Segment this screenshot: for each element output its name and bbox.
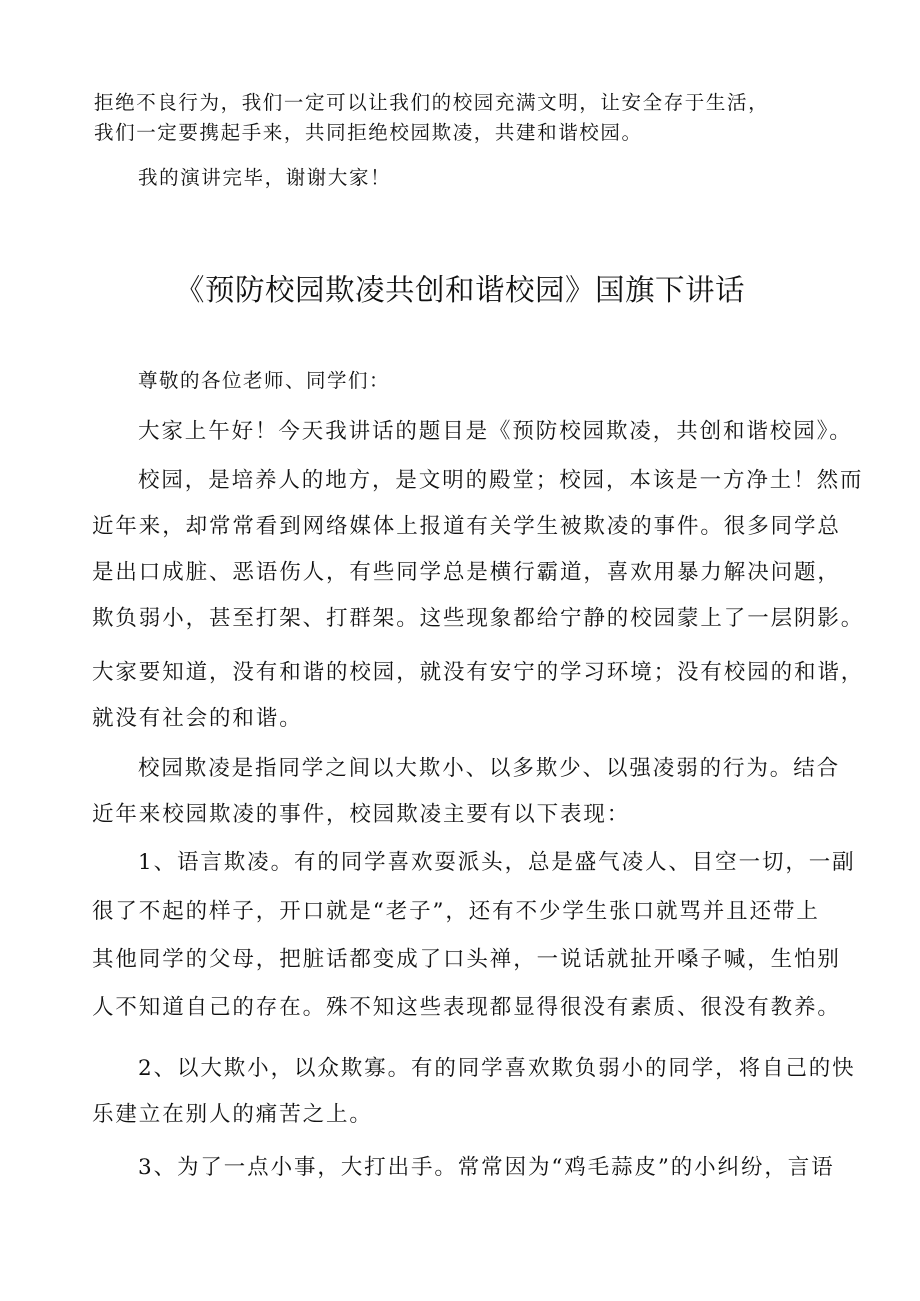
- intro-line-2: 我们一定要携起手来，共同拒绝校园欺凌，共建和谐校园。: [94, 121, 643, 144]
- list-item-2-line: 2、以大欺小，以众欺寡。有的同学喜欢欺负弱小的同学，将自己的快: [138, 1056, 856, 1081]
- paragraph-line: 大家要知道，没有和谐的校园，就没有安宁的学习环境；没有校园的和谐，: [92, 660, 865, 685]
- list-item-1-line: 其他同学的父母，把脏话都变成了口头禅，一说话就扯开嗓子喊，生怕别: [92, 947, 841, 972]
- intro-line-1: 拒绝不良行为，我们一定可以让我们的校园充满文明，让安全存于生活，: [94, 91, 770, 114]
- closing-line: 我的演讲完毕，谢谢大家！: [138, 166, 392, 189]
- paragraph-line: 校园，是培养人的地方，是文明的殿堂；校园，本该是一方净土！然而: [138, 468, 864, 493]
- paragraph-line: 是出口成脏、恶语伤人，有些同学总是横行霸道，喜欢用暴力解决问题，: [92, 560, 841, 585]
- list-item-2-line: 乐建立在别人的痛苦之上。: [92, 1102, 373, 1127]
- speech-title: 《预防校园欺凌共创和谐校园》国旗下讲话: [174, 273, 745, 307]
- paragraph-line: 就没有社会的和谐。: [92, 706, 303, 731]
- paragraph-line: 近年来，却常常看到网络媒体上报道有关学生被欺凌的事件。很多同学总: [92, 514, 841, 539]
- list-item-1-line: 1、语言欺凌。有的同学喜欢耍派头，总是盛气凌人、目空一切，一副: [138, 850, 856, 875]
- paragraph-line: 校园欺凌是指同学之间以大欺小、以多欺少、以强凌弱的行为。结合: [138, 756, 841, 781]
- list-item-1-line: 人不知道自己的存在。殊不知这些表现都显得很没有素质、很没有教养。: [92, 995, 841, 1020]
- salutation: 尊敬的各位老师、同学们：: [138, 369, 391, 392]
- paragraph-line: 欺负弱小，甚至打架、打群架。这些现象都给宁静的校园蒙上了一层阴影。: [92, 606, 865, 631]
- paragraph-line: 近年来校园欺凌的事件，校园欺凌主要有以下表现：: [92, 802, 631, 827]
- list-item-1-line: 很了不起的样子，开口就是“老子”，还有不少学生张口就骂并且还带上: [92, 899, 820, 924]
- list-item-3-line: 3、为了一点小事，大打出手。常常因为“鸡毛蒜皮”的小纠纷，言语: [138, 1155, 835, 1180]
- greeting-paragraph: 大家上午好！今天我讲话的题目是《预防校园欺凌，共创和谐校园》。: [138, 419, 853, 444]
